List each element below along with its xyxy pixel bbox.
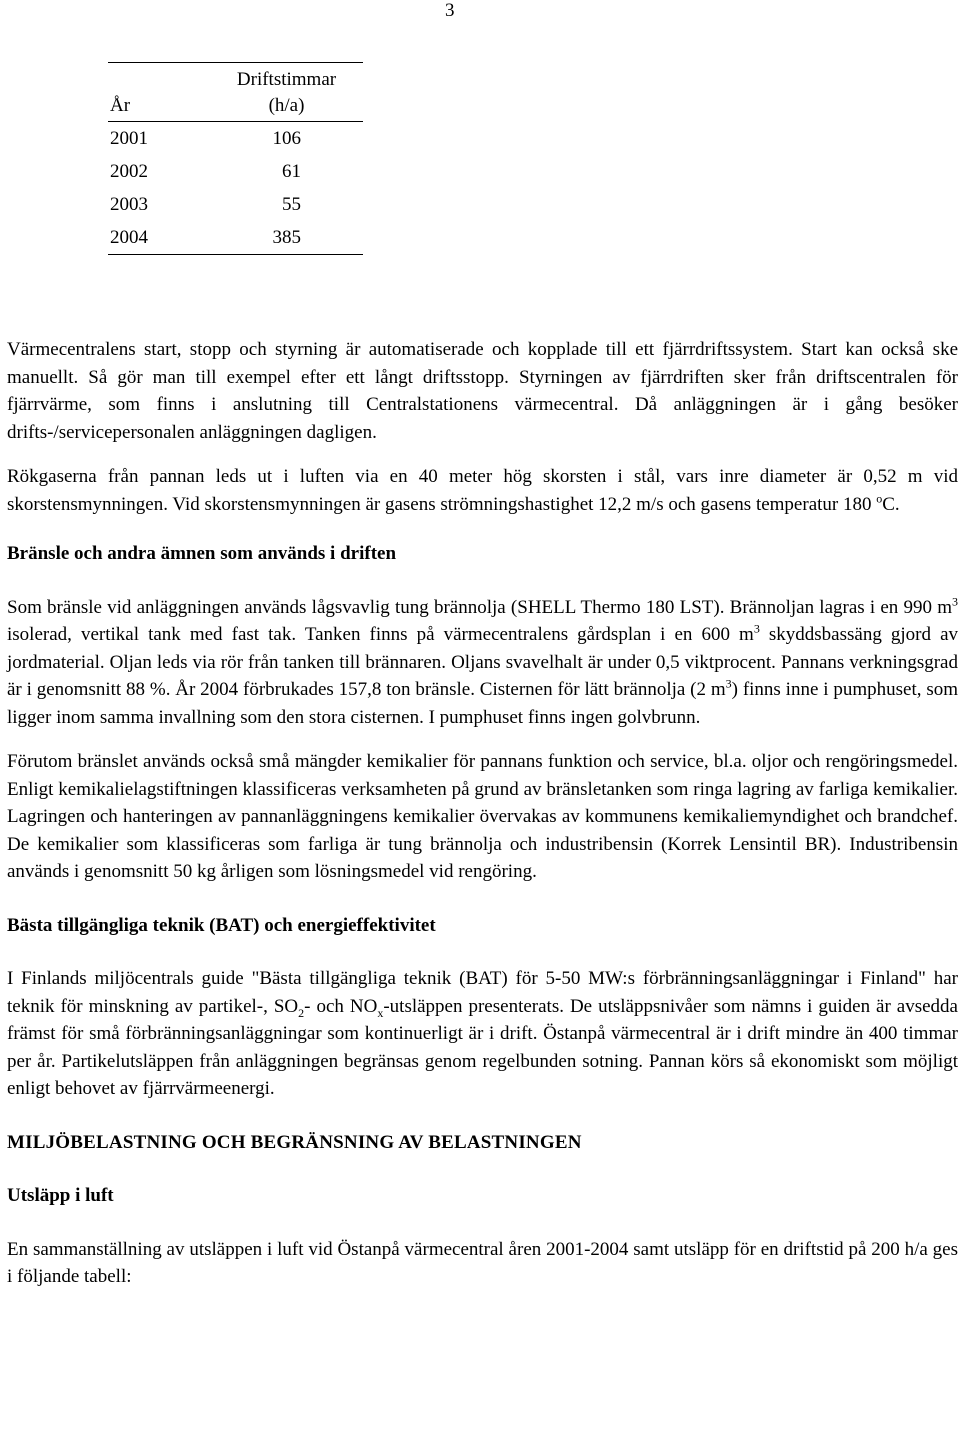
heading-bat: Bästa tillgängliga teknik (BAT) och energieffektivitet (7, 914, 436, 936)
paragraph-chemicals: Förutom bränslet används också små mängder kemikalier för pannans funktion och service, bl.a. oljor och rengöringsmedel. Enligt kemikalielagstiftningen klassificeras verksamheten på grund av bränsletanken som ringa lagring av farliga kemikalier. Lagringen och hanteringen av pannanläggningens kemikalier övervakas av kommunens kemikaliemyndighet och brandchef. De kemikalier som klassificeras som farliga är tung brännolja och industribensin (Korrek Lensintil BR). Industribensin används i genomsnitt 50 kg årligen som lösningsmedel vid rengöring. (7, 751, 958, 882)
header-hours (210, 63, 363, 122)
heading-air-emissions: Utsläpp i luft (7, 1185, 114, 1206)
table-row (108, 221, 363, 255)
header-hours-line1: Driftstimmar (236, 69, 337, 90)
table-row (108, 155, 363, 188)
paragraph-bat-guide (7, 965, 958, 1103)
paragraph-remote-control: Värmecentralens start, stopp och styrning är automatiserade och kopplade till ett fjärrdriftssystem. Start kan också ske manuellt. Så gör man till exempel efter ett långt driftsstopp. Styrningen av fjärrdriften sker från driftscentralen för fjärrvärme, som finns i anslutning till Centralstationens värmecentral. Då anläggningen är i gång besöker drifts-/servicepersonalen anläggningen dagligen. (7, 339, 958, 443)
cell-hours: 385 (272, 227, 301, 248)
paragraph-fuel-storage (7, 594, 958, 732)
heading-fuel: Bränsle och andra ämnen som används i driften (7, 543, 397, 564)
fuel-text-a: Som bränsle vid anläggningen används lågsvavlig tung brännolja (SHELL Thermo 180 LST). Brännoljan lagras i en 990 m (7, 596, 952, 618)
header-year: År (110, 95, 131, 116)
bat-text-b: - och NO (304, 995, 378, 1017)
cubic-superscript-2: 3 (753, 621, 760, 636)
cubic-superscript-1: 3 (952, 594, 958, 609)
paragraph-emissions-summary: En sammanställning av utsläppen i luft vid Östanpå värmecentral åren 2001-2004 samt utsläpp för en driftstid på 200 h/a ges i följande tabell: (7, 1238, 958, 1287)
degree-superscript: o (876, 491, 883, 506)
cell-hours: 61 (282, 161, 301, 182)
cubic-superscript-3: 3 (725, 676, 732, 691)
fuel-text-d: ) finns inne i pumphuset, som ligger inom samma invallning som den stora cisternen. I pumphuset finns ingen golvbrunn. (7, 679, 958, 728)
cell-year: 2003 (110, 194, 148, 215)
bat-text-c: -utsläppen presenterats. De utsläppsnivåer som nämns i guiden är avsedda främst för små förbränningsanläggningar som kontinuerligt är i drift. Östanpå värmecentral är i drift mindre än 400 timmar per år. Partikelutsläppen från anläggningen begränsas genom regelbunden sotning. Pannan körs så ekonomiskt som möjligt enligt behovet av fjärrvärmeenergi. (7, 995, 958, 1099)
heading-environmental-load: MILJÖBELASTNING OCH BEGRÄNSNING AV BELASTNINGEN (7, 1131, 582, 1153)
fuel-text-c: skyddsbassäng gjord av jordmaterial. Oljan leds via rör från tanken till brännaren. Oljans svavelhalt är under 0,5 viktprocent. Pannans verkningsgrad är i genomsnitt 88 %. År 2004 förbrukades 157,8 ton bränsle. Cisternen för lätt brännolja (2 m (7, 624, 959, 700)
bat-text-a: I Finlands miljöcentrals guide "Bästa tillgängliga teknik (BAT) för 5-50 MW:s förbränningsanläggningar i Finland" har teknik för minskning av partikel-, SO (7, 968, 958, 1017)
so2-subscript: 2 (298, 1005, 305, 1020)
flue-gas-text-a: Rökgaserna från pannan leds ut i luften via en 40 meter hög skorsten i stål, vars inre diameter är 0,52 m vid skorstensmynningen. Vid skorstensmynningen är gasens strömningshastighet 12,2 m/s och gasens temperatur 180 (7, 466, 958, 515)
cell-year: 2002 (110, 161, 148, 182)
cell-hours: 55 (282, 194, 301, 215)
cell-year: 2001 (110, 128, 148, 149)
fuel-text-b: isolerad, vertikal tank med fast tak. Tanken finns på värmecentralens gårdsplan i en 600 m (7, 624, 754, 645)
header-hours-line2: (h/a) (268, 95, 305, 116)
table-row (108, 122, 363, 156)
table-header-row (108, 63, 363, 122)
operating-hours-table (108, 62, 363, 255)
flue-gas-text-b: C. (882, 493, 900, 515)
cell-year: 2004 (110, 227, 148, 248)
paragraph-flue-gas (7, 463, 958, 518)
document-body (7, 336, 958, 1291)
cell-hours: 106 (272, 128, 301, 149)
nox-subscript: x (377, 1005, 384, 1020)
page-number: 3 (445, 0, 455, 21)
table-row (108, 188, 363, 221)
